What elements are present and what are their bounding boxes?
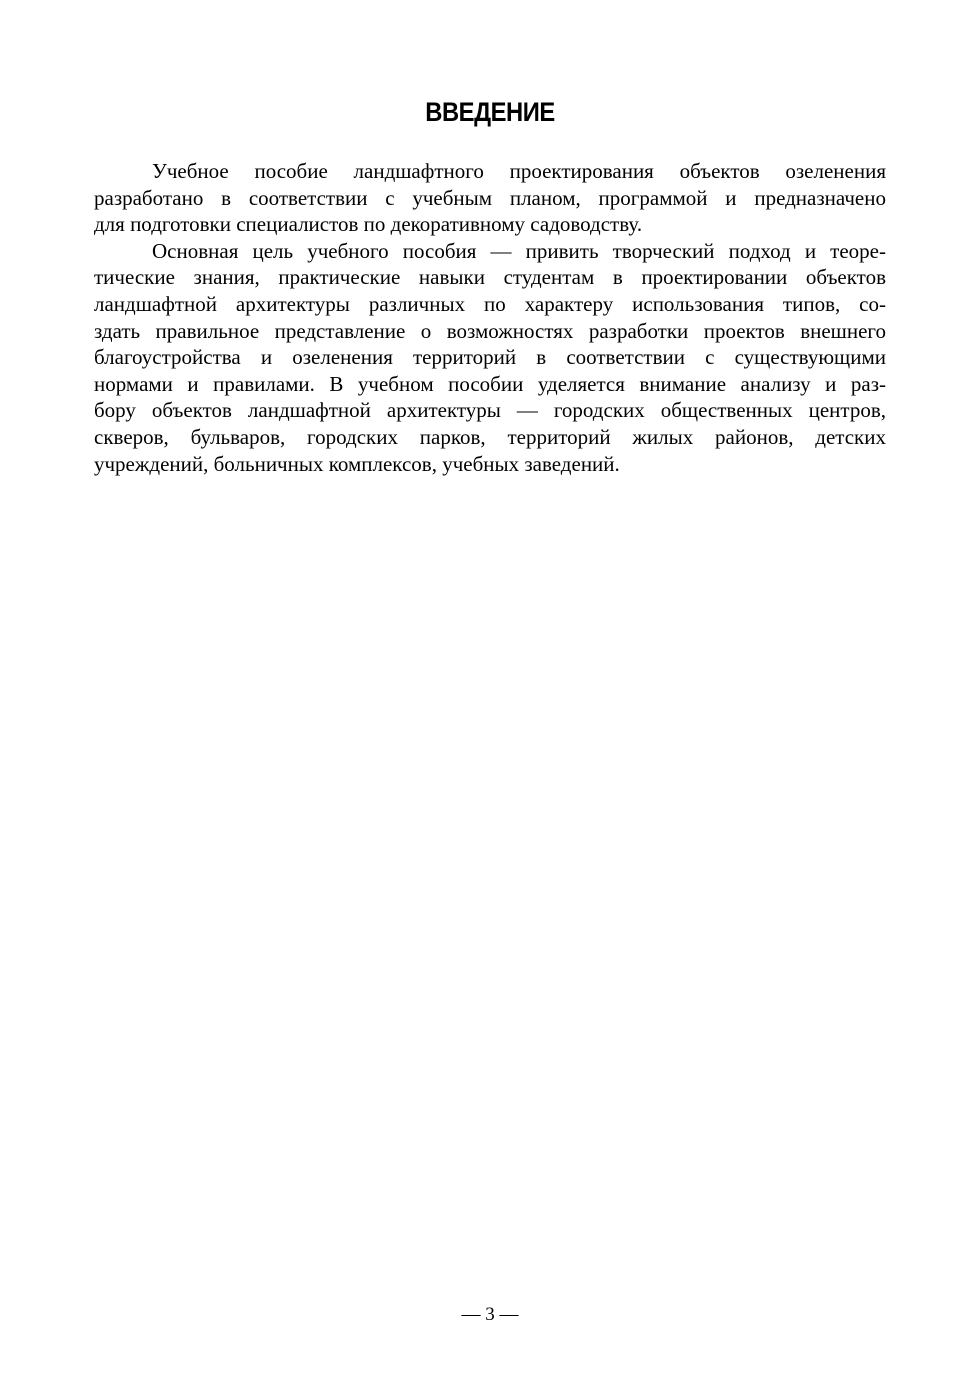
- paragraph-2: [94, 238, 886, 477]
- text-line: для подготовки специалистов по декоративному садоводству.: [94, 212, 643, 237]
- text-line: нормами и правилами. В учебном пособии уделяется внимание анализу и раз-: [94, 371, 886, 396]
- text-line: ландшафтной архитектуры различных по характеру использования типов, со-: [94, 291, 886, 316]
- text-line: здать правильное представление о возможностях разработки проектов внешнего: [94, 318, 886, 343]
- text-line: разработано в соответствии с учебным планом, программой и предназначено: [94, 185, 886, 210]
- text-line: благоустройства и озеленения территорий в соответствии с существующими: [94, 345, 886, 370]
- body-text: [94, 158, 886, 477]
- page-title: ВВЕДЕНИЕ: [425, 97, 555, 127]
- text-line: Основная цель учебного пособия — привить творческий подход и теоре-: [152, 238, 886, 263]
- text-line: тические знания, практические навыки студентам в проектировании объектов: [94, 265, 886, 290]
- text-line: Учебное пособие ландшафтного проектирования объектов озеленения: [152, 159, 886, 183]
- text-line: учреждений, больничных комплексов, учебных заведений.: [94, 451, 620, 476]
- text-line: бору объектов ландшафтной архитектуры — городских общественных центров,: [94, 398, 886, 423]
- page-number: — 3 —: [461, 1304, 519, 1325]
- text-line: скверов, бульваров, городских парков, территорий жилых районов, детских: [94, 424, 886, 449]
- paragraph-1: [94, 158, 886, 238]
